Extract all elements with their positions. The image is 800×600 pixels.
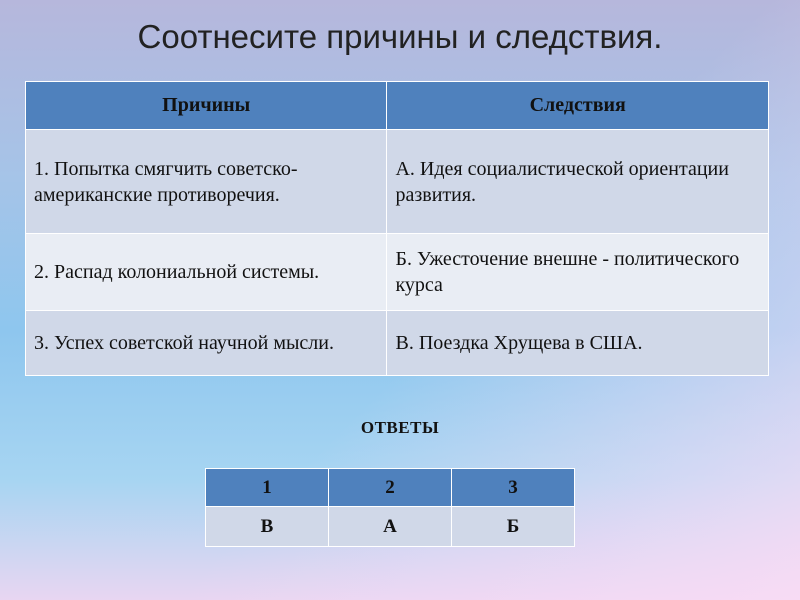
table-header-row xyxy=(26,82,769,130)
cause-cell-1: 1. Попытка смягчить советско-американские противоречия. xyxy=(26,130,387,234)
cause-cell-3: 3. Успех советской научной мысли. xyxy=(26,311,387,376)
slide-title: Соотнесите причины и следствия. xyxy=(137,18,663,55)
effect-cell-b: Б. Ужесточение внешне - политического курса xyxy=(387,234,769,311)
answers-header-3: 3 xyxy=(451,469,574,507)
effect-cell-c: В. Поездка Хрущева в США. xyxy=(387,311,769,376)
answers-header-1: 1 xyxy=(206,469,329,507)
answers-label: ОТВЕТЫ xyxy=(360,418,440,437)
table-row xyxy=(26,130,769,234)
header-causes: Причины xyxy=(26,82,387,130)
answer-value-1: В xyxy=(206,507,329,547)
causes-effects-table xyxy=(25,81,769,376)
table-row xyxy=(26,311,769,376)
table-row xyxy=(26,234,769,311)
effect-cell-a: А. Идея социалистической ориентации развития. xyxy=(387,130,769,234)
answers-value-row xyxy=(206,507,575,547)
answer-value-3: Б xyxy=(451,507,574,547)
answers-header-row xyxy=(206,469,575,507)
answers-header-2: 2 xyxy=(328,469,451,507)
cause-cell-2: 2. Распад колониальной системы. xyxy=(26,234,387,311)
answer-value-2: А xyxy=(328,507,451,547)
answers-table xyxy=(205,468,575,547)
header-effects: Следствия xyxy=(387,82,769,130)
